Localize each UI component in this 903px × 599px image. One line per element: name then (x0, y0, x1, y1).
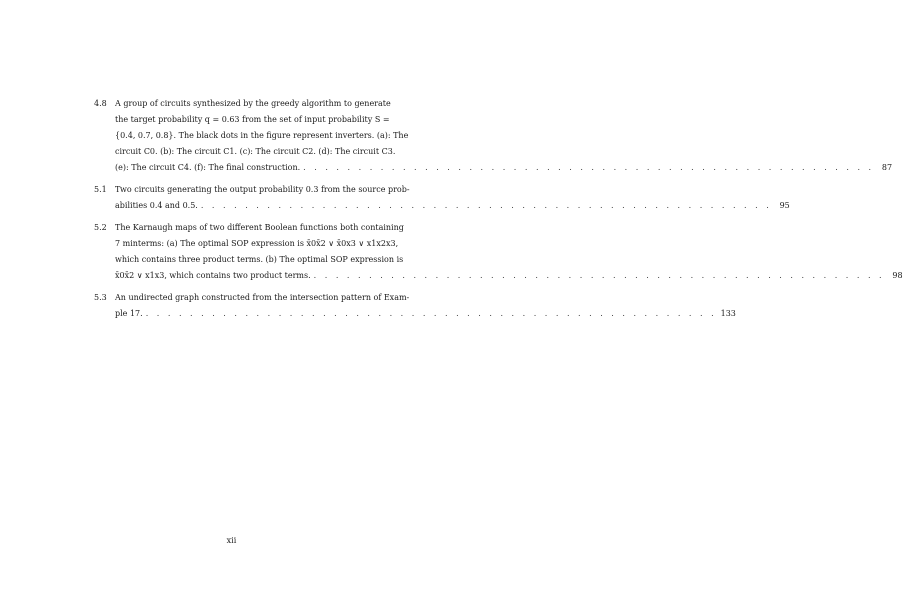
entry-line (115, 96, 400, 112)
entry-page-number: 133 (720, 309, 736, 318)
toc-entry-5-3[interactable] (94, 290, 736, 322)
entry-number: 4.8 (94, 99, 107, 108)
entry-page-number: 87 (881, 163, 893, 172)
entry-text: which contains three product terms. (b) The optimal SOP expression is (115, 255, 404, 264)
dot-leader: . . . . . . . . . . . . . . . . . . . . . . . . . . . . . . . . . . . . . . . . . . . . . . . . . . . . (303, 163, 875, 172)
entry-text: abilities 0.4 and 0.5. (115, 201, 198, 210)
entry-line (115, 268, 903, 284)
toc-entry-5-2[interactable] (94, 220, 903, 284)
entry-line (115, 290, 410, 306)
entry-line (115, 306, 736, 322)
entry-page-number: 95 (779, 201, 790, 210)
entry-number: 5.3 (94, 293, 107, 302)
entry-line (115, 236, 400, 252)
entry-line (115, 128, 409, 144)
dot-leader: . . . . . . . . . . . . . . . . . . . . . . . . . . . . . . . . . . . . . . . . . . . . . . . . . . . . (313, 271, 885, 280)
dot-leader: . . . . . . . . . . . . . . . . . . . . . . . . . . . . . . . . . . . . . . . . . . . . . . . . . . . . (200, 201, 772, 210)
entry-text: the target probability q = 0.63 from the set of input probability S = (115, 115, 390, 124)
entry-text: A group of circuits synthesized by the greedy algorithm to generate (115, 99, 391, 108)
entry-text: (e): The circuit C4. (f): The final construction. (115, 163, 301, 172)
entry-text: circuit C0. (b): The circuit C1. (c): The circuit C2. (d): The circuit C3. (115, 147, 396, 156)
toc-entry-4-8[interactable] (94, 96, 893, 176)
dot-leader: . . . . . . . . . . . . . . . . . . . . . . . . . . . . . . . . . . . . . . . . . . . . . . . . . . . . (145, 309, 717, 318)
entry-page-number: 98 (892, 271, 903, 280)
entry-text: Two circuits generating the output probability 0.3 from the source prob- (115, 185, 410, 194)
page-number-footer: xii (226, 536, 237, 545)
entry-line (115, 182, 410, 198)
toc-entry-5-1[interactable] (94, 182, 790, 214)
entry-line (115, 144, 400, 160)
entry-line (115, 252, 404, 268)
entry-number: 5.1 (94, 185, 107, 194)
entry-line (115, 112, 400, 128)
entry-line (115, 198, 790, 214)
entry-text: The Karnaugh maps of two different Boolean functions both containing (115, 223, 404, 232)
entry-text: {0.4, 0.7, 0.8}. The black dots in the figure represent inverters. (a): The (115, 131, 409, 140)
entry-text: x̄0x̄2 ∨ x1x3, which contains two product terms. (115, 271, 311, 280)
entry-line (115, 220, 404, 236)
entry-text: ple 17. (115, 309, 143, 318)
entry-text: 7 minterms: (a) The optimal SOP expression is x̄0x̄2 ∨ x̄0x3 ∨ x1x2x3, (115, 239, 399, 248)
list-of-figures (94, 96, 903, 328)
entry-number: 5.2 (94, 223, 107, 232)
entry-line (115, 160, 893, 176)
entry-text: An undirected graph constructed from the intersection pattern of Exam- (115, 293, 410, 302)
